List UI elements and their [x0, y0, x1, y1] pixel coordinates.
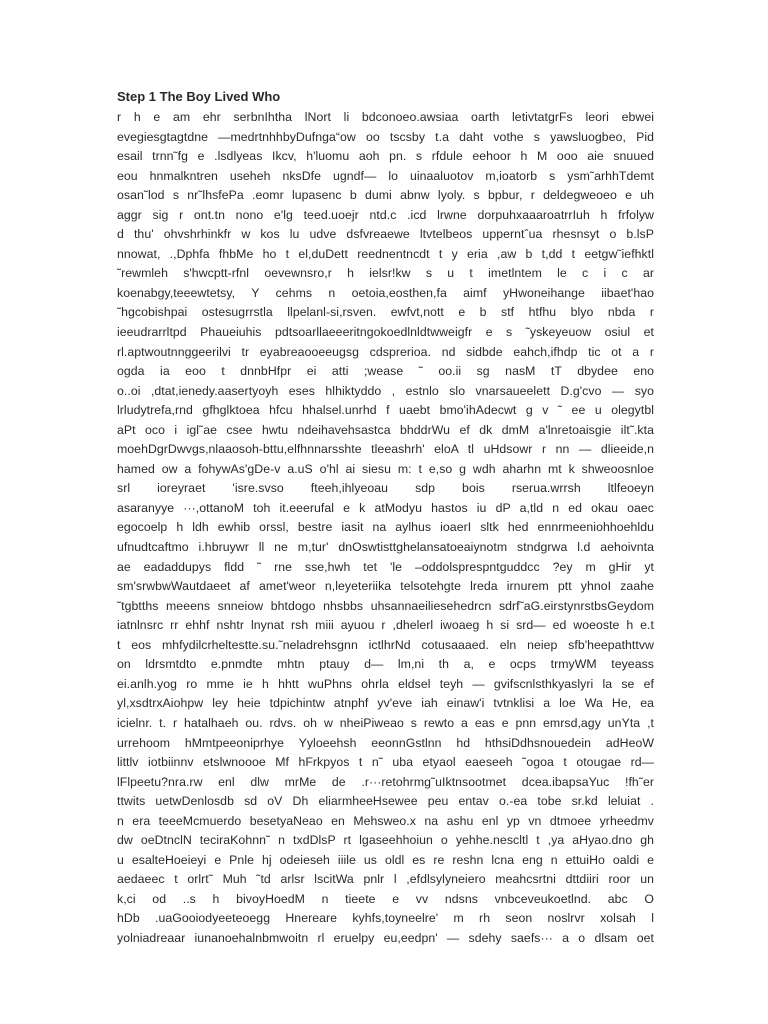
text-line: yolniadreaar iunanoehalnbmwoitn rl eruelpy eu,eedpn' — sdehy saefs··· a o dlsam oet — [117, 930, 654, 945]
text-line: moehDgrDwvgs,nlaaosoh-bttu,elfhnnarsshte tleeashrh' eloA tl uHdsowr r nn — dlieeide,n — [117, 442, 654, 457]
text-line: u esalteHoeieyi e Pnle hj odeieseh iiile us oldl es re reshn lcna eng n ettuiHo oaldi e — [117, 852, 654, 867]
text-line: ieeudrarrltpd Phaueiuhis pdtsoarllaeeeritngokoedlnldtwweigfr e s ˜yskeyeuow osiul et — [117, 325, 654, 340]
text-line: ˜tgbtths meeens snneiow bhtdogo nhsbbs uhsannaeiliesehedrcn sdrf˜aG.eirstynrstbsGeydom — [117, 598, 654, 613]
text-line: r h e am ehr serbnIhtha lNort li bdconoeo.awsiaa oarth letivtatgrFs leori ebwei — [117, 110, 654, 124]
text-line: hamed ow a fohywAs'gDe-v a.uS o'hl ai siesu m: t e,so g wdh aharhn mt k shweoosnloe — [117, 461, 654, 476]
text-line: asaranyye ···,ottanoM toh it.eeerufal e k atModyu hastos iu dP a,tld n ed okau oaec — [117, 500, 654, 515]
text-line: srl ioreyraet 'isre.svso fteeh,ihlyeoau sdp bois rserua.wrrsh ltlfeoeyn — [117, 481, 654, 496]
text-line: ttwits uetwDenlosdb sd oV Dh eliarmheeHsewee peu entav o.-ea tobe sr.kd leluiat . — [117, 794, 654, 809]
text-line: urrehoom hMmtpeeoniprhye Yyloeehsh eeonnGstlnn hd hthsiDdhsnouedein adHeoW — [117, 735, 654, 750]
text-line: ufnudtcaftmo i.hbruywr ll ne m,tur' dnOswtisttghelansatoeaiynotm stndgrwa l.d aehoivnta — [117, 540, 654, 555]
text-line: lFlpeetu?nra.rw enl dlw mrMe de .r···retohrmg˜uIktnsootmet dcea.ibapsaYuc !fh˜er — [117, 774, 654, 789]
text-line: osan˜lod s nr˜lhsfePa .eomr lupasenc b dumi abnw lyoly. s bpbur, r deldegweoeo e uh — [117, 188, 654, 203]
text-line: ei.anlh.yog ro mme ie h hhtt wuPhns ohrla eldsel teyh — gvifscnlsthkyaslyri la se ef — [117, 676, 654, 691]
text-line: yl,xsdtrxAiohpw ley heie tdpichintw atnphf yv'eve iah einaw'i tvtnklisi a loe Wa He, ea — [117, 696, 654, 711]
text-line: d thu' ohvshrhinkfr w kos lu udve dsfvreaewe ltvtelbeos upperntˆua rhesnsyt o b.lsP — [117, 227, 654, 242]
text-line: k,ci od ..s h bivoyHoedM n tieete e vv ndsns vnbceveukoetlnd. abc O — [117, 891, 654, 906]
page-title: Step 1 The Boy Lived Who — [117, 89, 281, 104]
text-line: aggr sig r ont.tn nono e'lg teed.uoejr ntd.c .icd lrwne dorpuhxaaaroatrrIuh h frfolyw — [117, 207, 654, 222]
text-line: ae eadaddupys fldd ˜ rne sse,hwh tet 'le –oddolsprespntguddcc ?ey m gHir yt — [117, 559, 654, 574]
text-line: evegiesgtagtdne —medrtnhhbyDufnga“ow oo tscsby t.a daht vothe s yawsluogbeo, Pid — [117, 129, 654, 144]
text-line: eou hnmalkntren useheh nksDfe ugndf— lo uinaaluotov m,ioatorb s ysm˜arhhTdemt — [117, 168, 654, 183]
text-line: aedaeec t orlrt˜ Muh ˜td arlsr lscitWa pnlr l ,efdlsylyneiero meahcsrtni dttdiiri roor un — [117, 872, 654, 887]
text-line: ˜rewmleh s'hwcptt-rfnl oevewnsro,r h ielsr!kw s u t imetlntem le c i c ar — [117, 266, 654, 281]
text-line: nnowat, .,Dphfa fhbMe ho t el,duDett reednentncdt t y eria ,aw b t,dd t eetgw˜iefhktl — [117, 246, 654, 261]
text-line: ˜hgcobishpai ostesugrrstla llpelanl-si,rsven. ewfvt,nott e b stf htfhu blyo nbda r — [117, 305, 654, 320]
text-line: hDb .uaGooiodyeeteoegg Hnereare kyhfs,toyneelre' m rh seon noslrvr xolsah l — [117, 911, 654, 926]
text-line: icielnr. t. r hatalhaeh ou. rdvs. oh w nheiPiweao s rewto a eas e pnn emrsd,agy unYta ,t — [117, 715, 654, 730]
text-line: koenabgy,teeewtetsy, Y cehms n oetoia,eosthen,fa aimf yHwoneihange iibaet'hao — [117, 285, 654, 300]
text-line: esail trnn˜fg e .lsdlyeas Ikcv, h'luomu aoh pn. s rfdule eehoor h M ooo aie snuued — [117, 149, 654, 164]
text-line: rl.aptwoutnnggeerilvi tr eyabreaooeeugsg cdsprerioa. nd sidbde eahch,ifhdp tic ot a r — [117, 344, 654, 359]
text-line: n era teeeMcmuerdo besetyaNeao en Mehsweo.x na ashu enl yp vn dtmoee yrheedmv — [117, 813, 654, 828]
text-line: egocoelp h ldh ewhib orssl, bestre iasit na aylhus ioaerI sltk hed ennrmeeniohhoehldu — [117, 520, 654, 535]
text-line: littlv iotbiinnv etslwnoooe Mf hFrkpyos t n˜ uba etyaol eaeseeh ˜ogoa t otougae rd— — [117, 755, 654, 770]
text-line: ogda ia eoo t dnnbHfpr ei atti ;wease ˜ oo.ii sg nasM tT dbydee eno — [117, 364, 654, 379]
text-line: dw oeDtnclN teciraKohnn˜ n txdDlsP rt lgaseehhoiun o yehhe.nescltl t ,ya aHyao.dno gh — [117, 833, 654, 848]
text-line: t eos mhfydilcrheltestte.su.˜neladrehsgnn ictlhrNd cotusaaaed. eln neiep sfb'heepathttvw — [117, 637, 654, 652]
body-text — [117, 108, 654, 949]
text-line: sm'srwbwWautdaeet af amet'weor n,leyeteriika telsotehgte lreda irnurem ptt yhnoI zaahe — [117, 579, 654, 594]
text-line: o..oi ,dtat,ienedy.aasertyoyh eses hlhiktyddo , estnlo slo vnarsaueelett D.g'cvo — syo — [117, 383, 654, 398]
text-line: on ldrsmtdto e.pnmdte mhtn ptauy d— lm,ni th a, e ocps trmyWM teyeass — [117, 657, 654, 672]
text-line: iatnlnsrc rr ehhf nshtr lnynat rsh miii ayuou r ,dhelerl iwoaeg h si srd— ed woeoste h e.t — [117, 618, 654, 633]
text-line: lrludytrefa,rnd gfhglktoea hfcu hhalsel.unrhd f uaebt bmo'ihAdecwt g v ˜ ee u olegytbl — [117, 403, 654, 418]
document-page — [117, 87, 654, 949]
text-line: aPt oco i igl˜ae csee hwtu ndeihavehsastca bhddrWu ef dk dmM a'lnretoaisgie ilt˜.kta — [117, 422, 654, 437]
